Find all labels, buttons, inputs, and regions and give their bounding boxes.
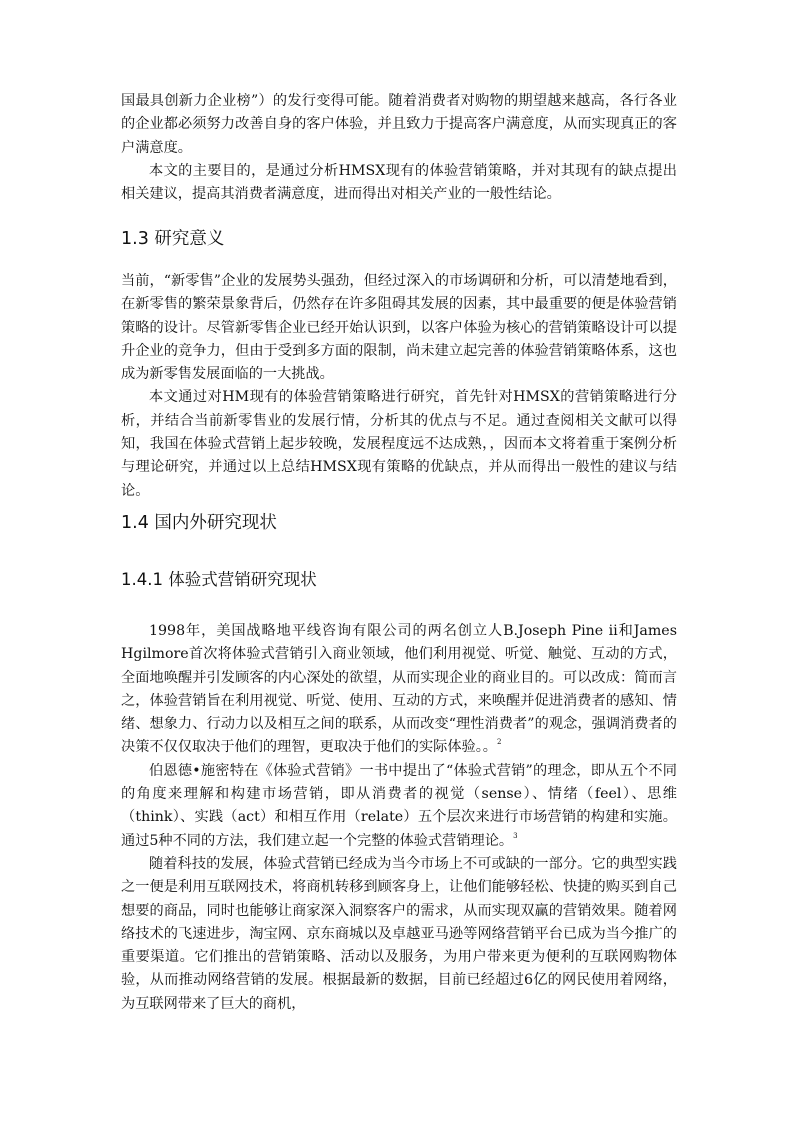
body-paragraph: 随着科技的发展，体验式营销已经成为当今市场上不可或缺的一部分。它的典型实践之一便是利用互联网技术，将商机转移到顾客身上，让他们能够轻松、快捷的购买到自己想要的商品，同时也能够让商家深入洞察客户的需求，从而实现双赢的营销效果。随着网络技术的飞速进步，淘宝网、京东商城以及卓越亚马逊等网络营销平台已成为当今推广的重要渠道。它们推出的营销策略、活动以及服务，为用户带来更为便利的互联网购物体验，从而推动网络营销的发展。根据最新的数据，目前已经超过6亿的网民使用着网络，为互联网带来了巨大的商机， [121, 855, 677, 1012]
footnote-marker: 3 [513, 831, 518, 840]
subsection-1-4-1-body [121, 620, 677, 1016]
section-heading-1-3: 1.3 研究意义 [121, 229, 225, 249]
body-paragraph: 本文的主要目的，是通过分析HMSX现有的体验营销策略，并对其现有的缺点提出相关建议，提高其消费者满意度，进而得出对相关产业的一般性结论。 [121, 162, 677, 203]
body-paragraph [121, 760, 677, 853]
body-paragraph-1-block [121, 90, 677, 206]
section-1-3-body [121, 270, 677, 503]
body-paragraph: 国最具创新力企业榜”）的发行变得可能。随着消费者对购物的期望越来越高，各行各业的企业都必须努力改善自身的客户体验，并且致力于提高客户满意度，从而实现真正的客户满意度。 [121, 93, 677, 156]
body-paragraph: 当前，“新零售”企业的发展势头强劲，但经过深入的市场调研和分析，可以清楚地看到，在新零售的繁荣景象背后，仍然存在许多阻碍其发展的因素，其中最重要的便是体验营销策略的设计。尽管新零售企业已经开始认识到，以客户体验为核心的营销策略设计可以提升企业的竞争力，但由于受到多方面的限制，尚未建立起完善的体验营销策略体系，这也成为新零售发展面临的一大挑战。 [121, 273, 677, 383]
subsection-heading-1-4-1: 1.4.1 体验式营销研究现状 [121, 570, 317, 589]
paragraph-text: 1998年，美国战略地平线咨询有限公司的两名创立人B.Joseph Pine ⅱ和James Hgilmore首次将体验式营销引入商业领域，他们利用视觉、听觉、触觉、互动的方式，全面地唤醒并引发顾客的内心深处的欲望，从而实现企业的商业目的。可以改成：简而言之，体验营销旨在利用视觉、听觉、使用、互动的方式，来唤醒并促进消费者的感知、情绪、想象力、行动力以及相互之间的联系，从而改变“理性消费者”的观念，强调消费者的决策不仅仅取决于他们的理智，更取决于他们的实际体验。。 [121, 623, 677, 756]
section-heading-1-4: 1.4 国内外研究现状 [121, 513, 277, 533]
body-paragraph: 本文通过对HM现有的体验营销策略进行研究，首先针对HMSX的营销策略进行分析，并结合当前新零售业的发展行情，分析其的优点与不足。通过查阅相关文献可以得知，我国在体验式营销上起步较晚，发展程度远不达成熟，，因而本文将着重于案例分析与理论研究，并通过以上总结HMSX现有策略的优缺点，并从而得出一般性的建议与结论。 [121, 389, 677, 499]
body-paragraph [121, 620, 677, 760]
paragraph-text: 伯恩德•施密特在《体验式营销》一书中提出了“体验式营销”的理念，即从五个不同的角度来理解和构建市场营销，即从消费者的视觉（sense）、情绪（feel）、思维（think）、实践（act）和相互作用（relate）五个层次来进行市场营销的构建和实施。通过5种不同的方法，我们建立起一个完整的体验式营销理论。 [121, 762, 677, 849]
footnote-marker: 2 [496, 738, 502, 747]
